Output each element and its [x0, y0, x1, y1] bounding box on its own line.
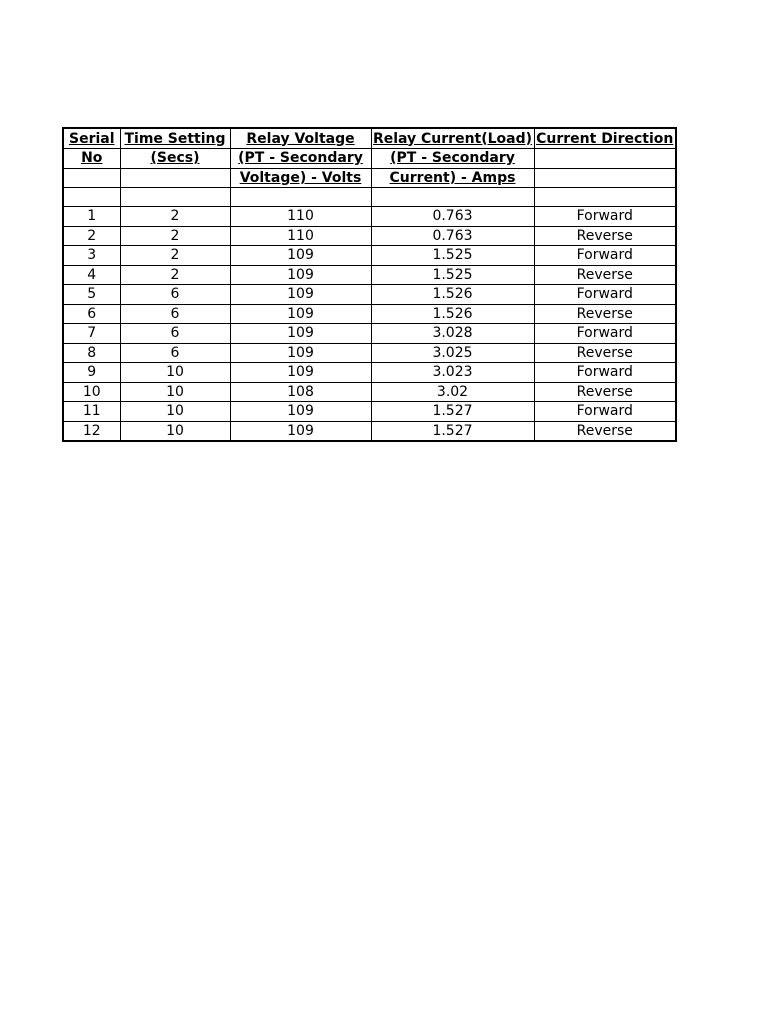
cell-current-direction: Forward: [534, 324, 676, 344]
cell-current-direction: Forward: [534, 363, 676, 383]
cell-serial-no: 3: [63, 246, 120, 266]
cell-time-setting: 2: [120, 207, 230, 227]
cell-relay-current: 1.525: [371, 265, 534, 285]
cell-relay-current: 3.02: [371, 382, 534, 402]
header-relay-voltage: (PT - Secondary: [230, 149, 371, 169]
cell-current-direction: Reverse: [534, 343, 676, 363]
blank-cell: [371, 188, 534, 207]
cell-current-direction: Reverse: [534, 304, 676, 324]
cell-current-direction: Reverse: [534, 226, 676, 246]
cell-serial-no: 11: [63, 402, 120, 422]
cell-relay-current: 1.526: [371, 285, 534, 305]
cell-serial-no: 4: [63, 265, 120, 285]
cell-time-setting: 2: [120, 246, 230, 266]
header-relay-current: (PT - Secondary: [371, 149, 534, 169]
cell-relay-current: 1.525: [371, 246, 534, 266]
cell-serial-no: 8: [63, 343, 120, 363]
cell-relay-current: 3.028: [371, 324, 534, 344]
cell-time-setting: 10: [120, 363, 230, 383]
blank-cell: [230, 188, 371, 207]
cell-serial-no: 6: [63, 304, 120, 324]
cell-serial-no: 9: [63, 363, 120, 383]
header-relay-voltage: Relay Voltage: [230, 128, 371, 149]
cell-relay-current: 1.527: [371, 421, 534, 441]
cell-relay-voltage: 109: [230, 324, 371, 344]
table-row: [63, 421, 676, 441]
table-row: [63, 285, 676, 305]
cell-relay-voltage: 110: [230, 226, 371, 246]
cell-time-setting: 6: [120, 304, 230, 324]
cell-relay-current: 0.763: [371, 226, 534, 246]
cell-time-setting: 2: [120, 226, 230, 246]
header-time-setting: Time Setting: [120, 128, 230, 149]
cell-serial-no: 10: [63, 382, 120, 402]
cell-relay-voltage: 109: [230, 402, 371, 422]
table-row: [63, 304, 676, 324]
cell-time-setting: 6: [120, 343, 230, 363]
header-current-direction: Current Direction: [534, 128, 676, 149]
table-row: [63, 207, 676, 227]
table-row: [63, 246, 676, 266]
header-row: [63, 128, 676, 149]
table-row: [63, 343, 676, 363]
table-row: [63, 226, 676, 246]
header-current-direction: [534, 149, 676, 169]
cell-time-setting: 10: [120, 402, 230, 422]
cell-serial-no: 2: [63, 226, 120, 246]
cell-time-setting: 10: [120, 382, 230, 402]
cell-relay-voltage: 109: [230, 343, 371, 363]
header-time-setting: [120, 168, 230, 188]
blank-cell: [63, 188, 120, 207]
cell-current-direction: Forward: [534, 246, 676, 266]
cell-relay-current: 1.527: [371, 402, 534, 422]
cell-serial-no: 12: [63, 421, 120, 441]
table-row: [63, 402, 676, 422]
table-row: [63, 324, 676, 344]
cell-current-direction: Reverse: [534, 382, 676, 402]
header-current-direction: [534, 168, 676, 188]
header-time-setting: (Secs): [120, 149, 230, 169]
cell-time-setting: 2: [120, 265, 230, 285]
header-serial: [63, 168, 120, 188]
header-serial: No: [63, 149, 120, 169]
table-row: [63, 382, 676, 402]
header-relay-current: Relay Current(Load): [371, 128, 534, 149]
cell-serial-no: 7: [63, 324, 120, 344]
header-row: [63, 168, 676, 188]
cell-serial-no: 1: [63, 207, 120, 227]
cell-relay-current: 1.526: [371, 304, 534, 324]
cell-current-direction: Reverse: [534, 265, 676, 285]
cell-time-setting: 6: [120, 324, 230, 344]
cell-relay-voltage: 108: [230, 382, 371, 402]
cell-relay-current: 3.023: [371, 363, 534, 383]
cell-relay-voltage: 109: [230, 421, 371, 441]
table-row: [63, 363, 676, 383]
cell-relay-current: 0.763: [371, 207, 534, 227]
cell-current-direction: Forward: [534, 402, 676, 422]
header-relay-voltage: Voltage) - Volts: [230, 168, 371, 188]
header-relay-current: Current) - Amps: [371, 168, 534, 188]
cell-relay-voltage: 109: [230, 285, 371, 305]
header-row: [63, 149, 676, 169]
cell-serial-no: 5: [63, 285, 120, 305]
cell-relay-current: 3.025: [371, 343, 534, 363]
cell-current-direction: Reverse: [534, 421, 676, 441]
cell-relay-voltage: 109: [230, 363, 371, 383]
cell-relay-voltage: 109: [230, 265, 371, 285]
cell-relay-voltage: 109: [230, 304, 371, 324]
blank-cell: [120, 188, 230, 207]
table-row: [63, 265, 676, 285]
table-body: [63, 207, 676, 442]
table-header: [63, 128, 676, 207]
blank-cell: [534, 188, 676, 207]
cell-time-setting: 10: [120, 421, 230, 441]
cell-relay-voltage: 110: [230, 207, 371, 227]
relay-test-table: [62, 127, 677, 442]
blank-row: [63, 188, 676, 207]
header-serial: Serial: [63, 128, 120, 149]
cell-time-setting: 6: [120, 285, 230, 305]
cell-current-direction: Forward: [534, 207, 676, 227]
cell-current-direction: Forward: [534, 285, 676, 305]
cell-relay-voltage: 109: [230, 246, 371, 266]
